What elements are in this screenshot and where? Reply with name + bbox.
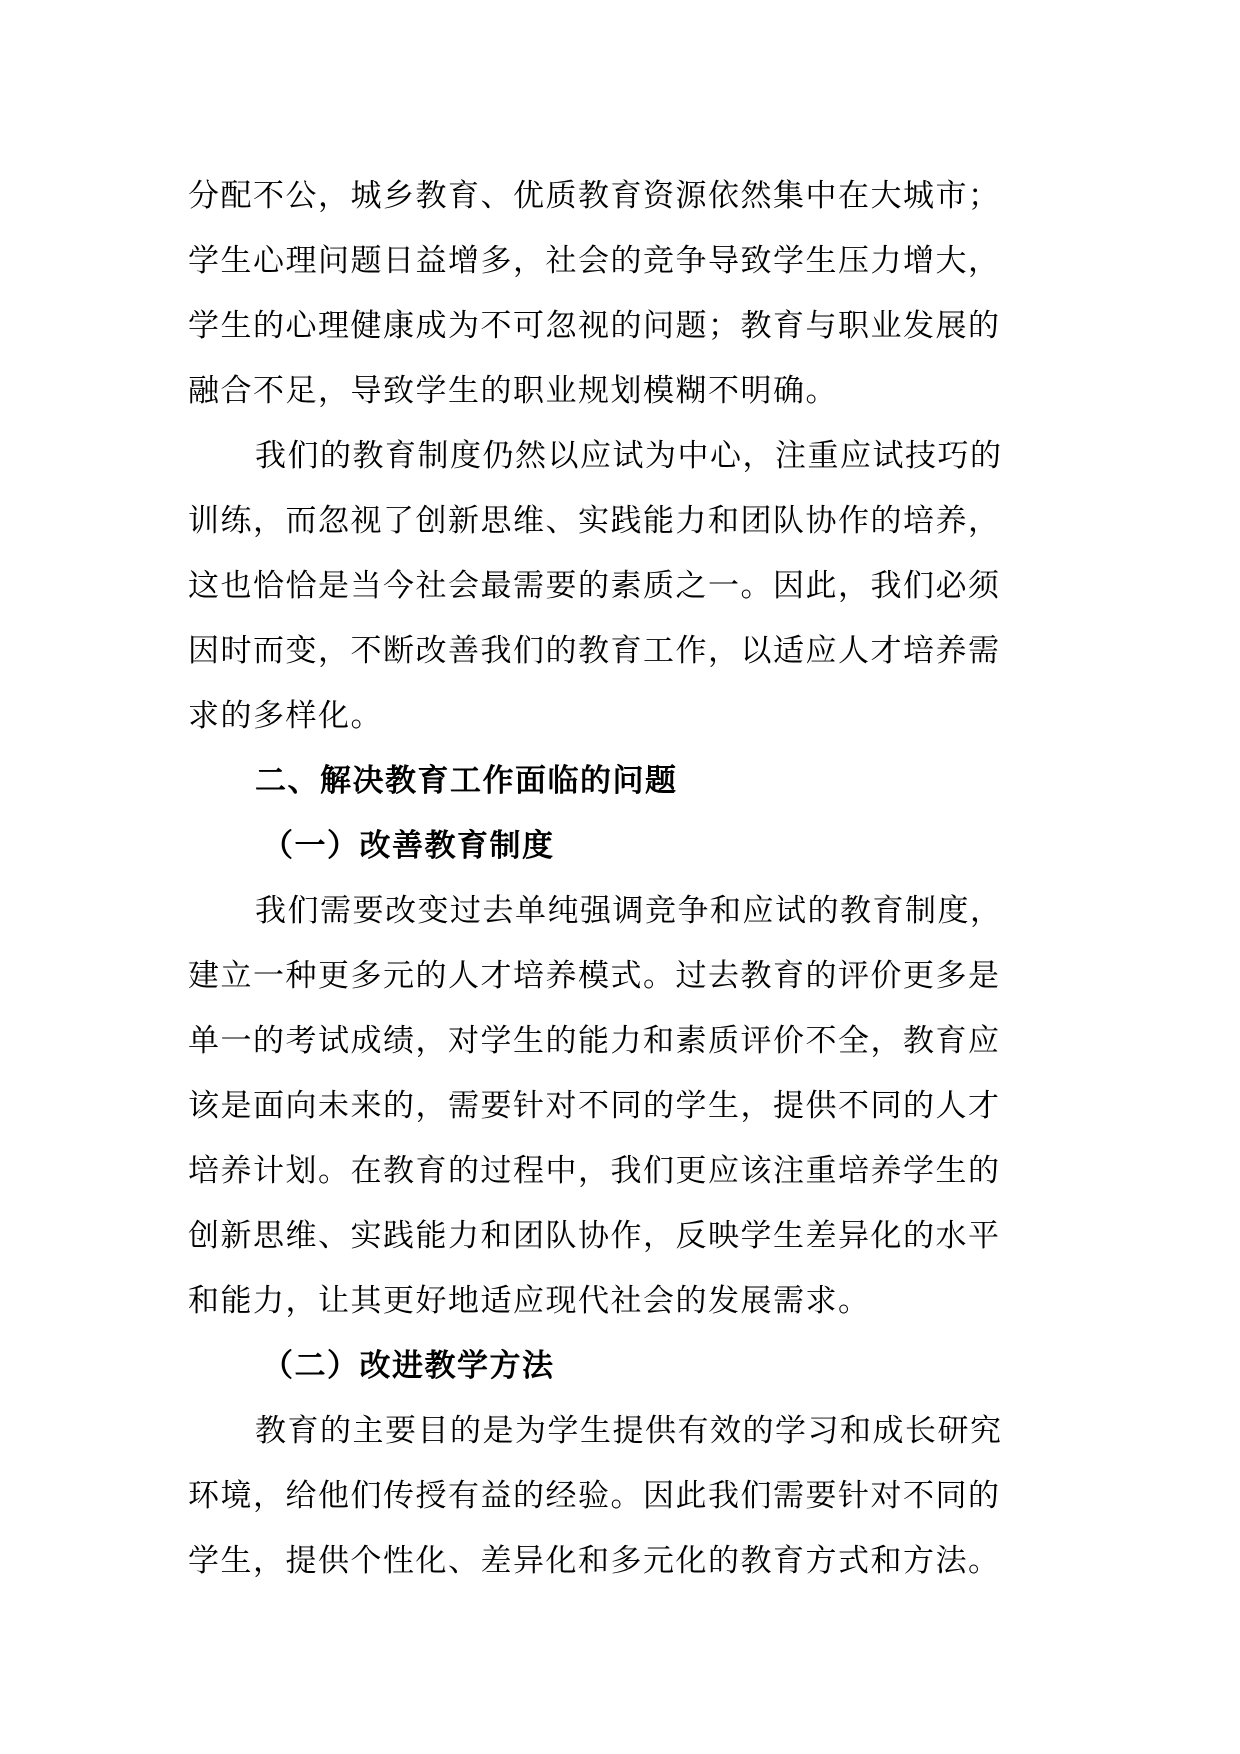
paragraph-line: 求的多样化。 bbox=[188, 698, 383, 734]
paragraph-line: 建立一种更多元的人才培养模式。过去教育的评价更多是 bbox=[188, 958, 1001, 994]
paragraph-line: 环境，给他们传授有益的经验。因此我们需要针对不同的 bbox=[188, 1478, 1001, 1514]
subsection-heading: （一）改善教育制度 bbox=[262, 828, 555, 864]
paragraph-line: 训练，而忽视了创新思维、实践能力和团队协作的培养， bbox=[188, 503, 1001, 539]
section-heading: 二、解决教育工作面临的问题 bbox=[255, 763, 678, 799]
paragraph-line: 融合不足，导致学生的职业规划模糊不明确。 bbox=[188, 373, 838, 409]
paragraph-line: 培养计划。在教育的过程中，我们更应该注重培养学生的 bbox=[188, 1153, 1001, 1189]
paragraph-line: 单一的考试成绩，对学生的能力和素质评价不全，教育应 bbox=[188, 1023, 1001, 1059]
paragraph-line: 分配不公，城乡教育、优质教育资源依然集中在大城市； bbox=[188, 178, 1001, 214]
paragraph-line: 学生心理问题日益增多，社会的竞争导致学生压力增大， bbox=[188, 243, 1001, 279]
paragraph-line: 学生的心理健康成为不可忽视的问题；教育与职业发展的 bbox=[188, 308, 1001, 344]
paragraph-line: 我们需要改变过去单纯强调竞争和应试的教育制度， bbox=[255, 893, 1003, 929]
paragraph-line: 教育的主要目的是为学生提供有效的学习和成长研究 bbox=[255, 1413, 1003, 1449]
paragraph-line: 和能力，让其更好地适应现代社会的发展需求。 bbox=[188, 1283, 871, 1319]
paragraph-line: 这也恰恰是当今社会最需要的素质之一。因此，我们必须 bbox=[188, 568, 1001, 604]
paragraph-line: 学生，提供个性化、差异化和多元化的教育方式和方法。 bbox=[188, 1543, 1001, 1579]
paragraph-line: 创新思维、实践能力和团队协作，反映学生差异化的水平 bbox=[188, 1218, 1001, 1254]
paragraph-line: 因时而变，不断改善我们的教育工作，以适应人才培养需 bbox=[188, 633, 1001, 669]
subsection-heading: （二）改进教学方法 bbox=[262, 1348, 555, 1384]
paragraph-line: 我们的教育制度仍然以应试为中心，注重应试技巧的 bbox=[255, 438, 1003, 474]
paragraph-line: 该是面向未来的，需要针对不同的学生，提供不同的人才 bbox=[188, 1088, 1001, 1124]
